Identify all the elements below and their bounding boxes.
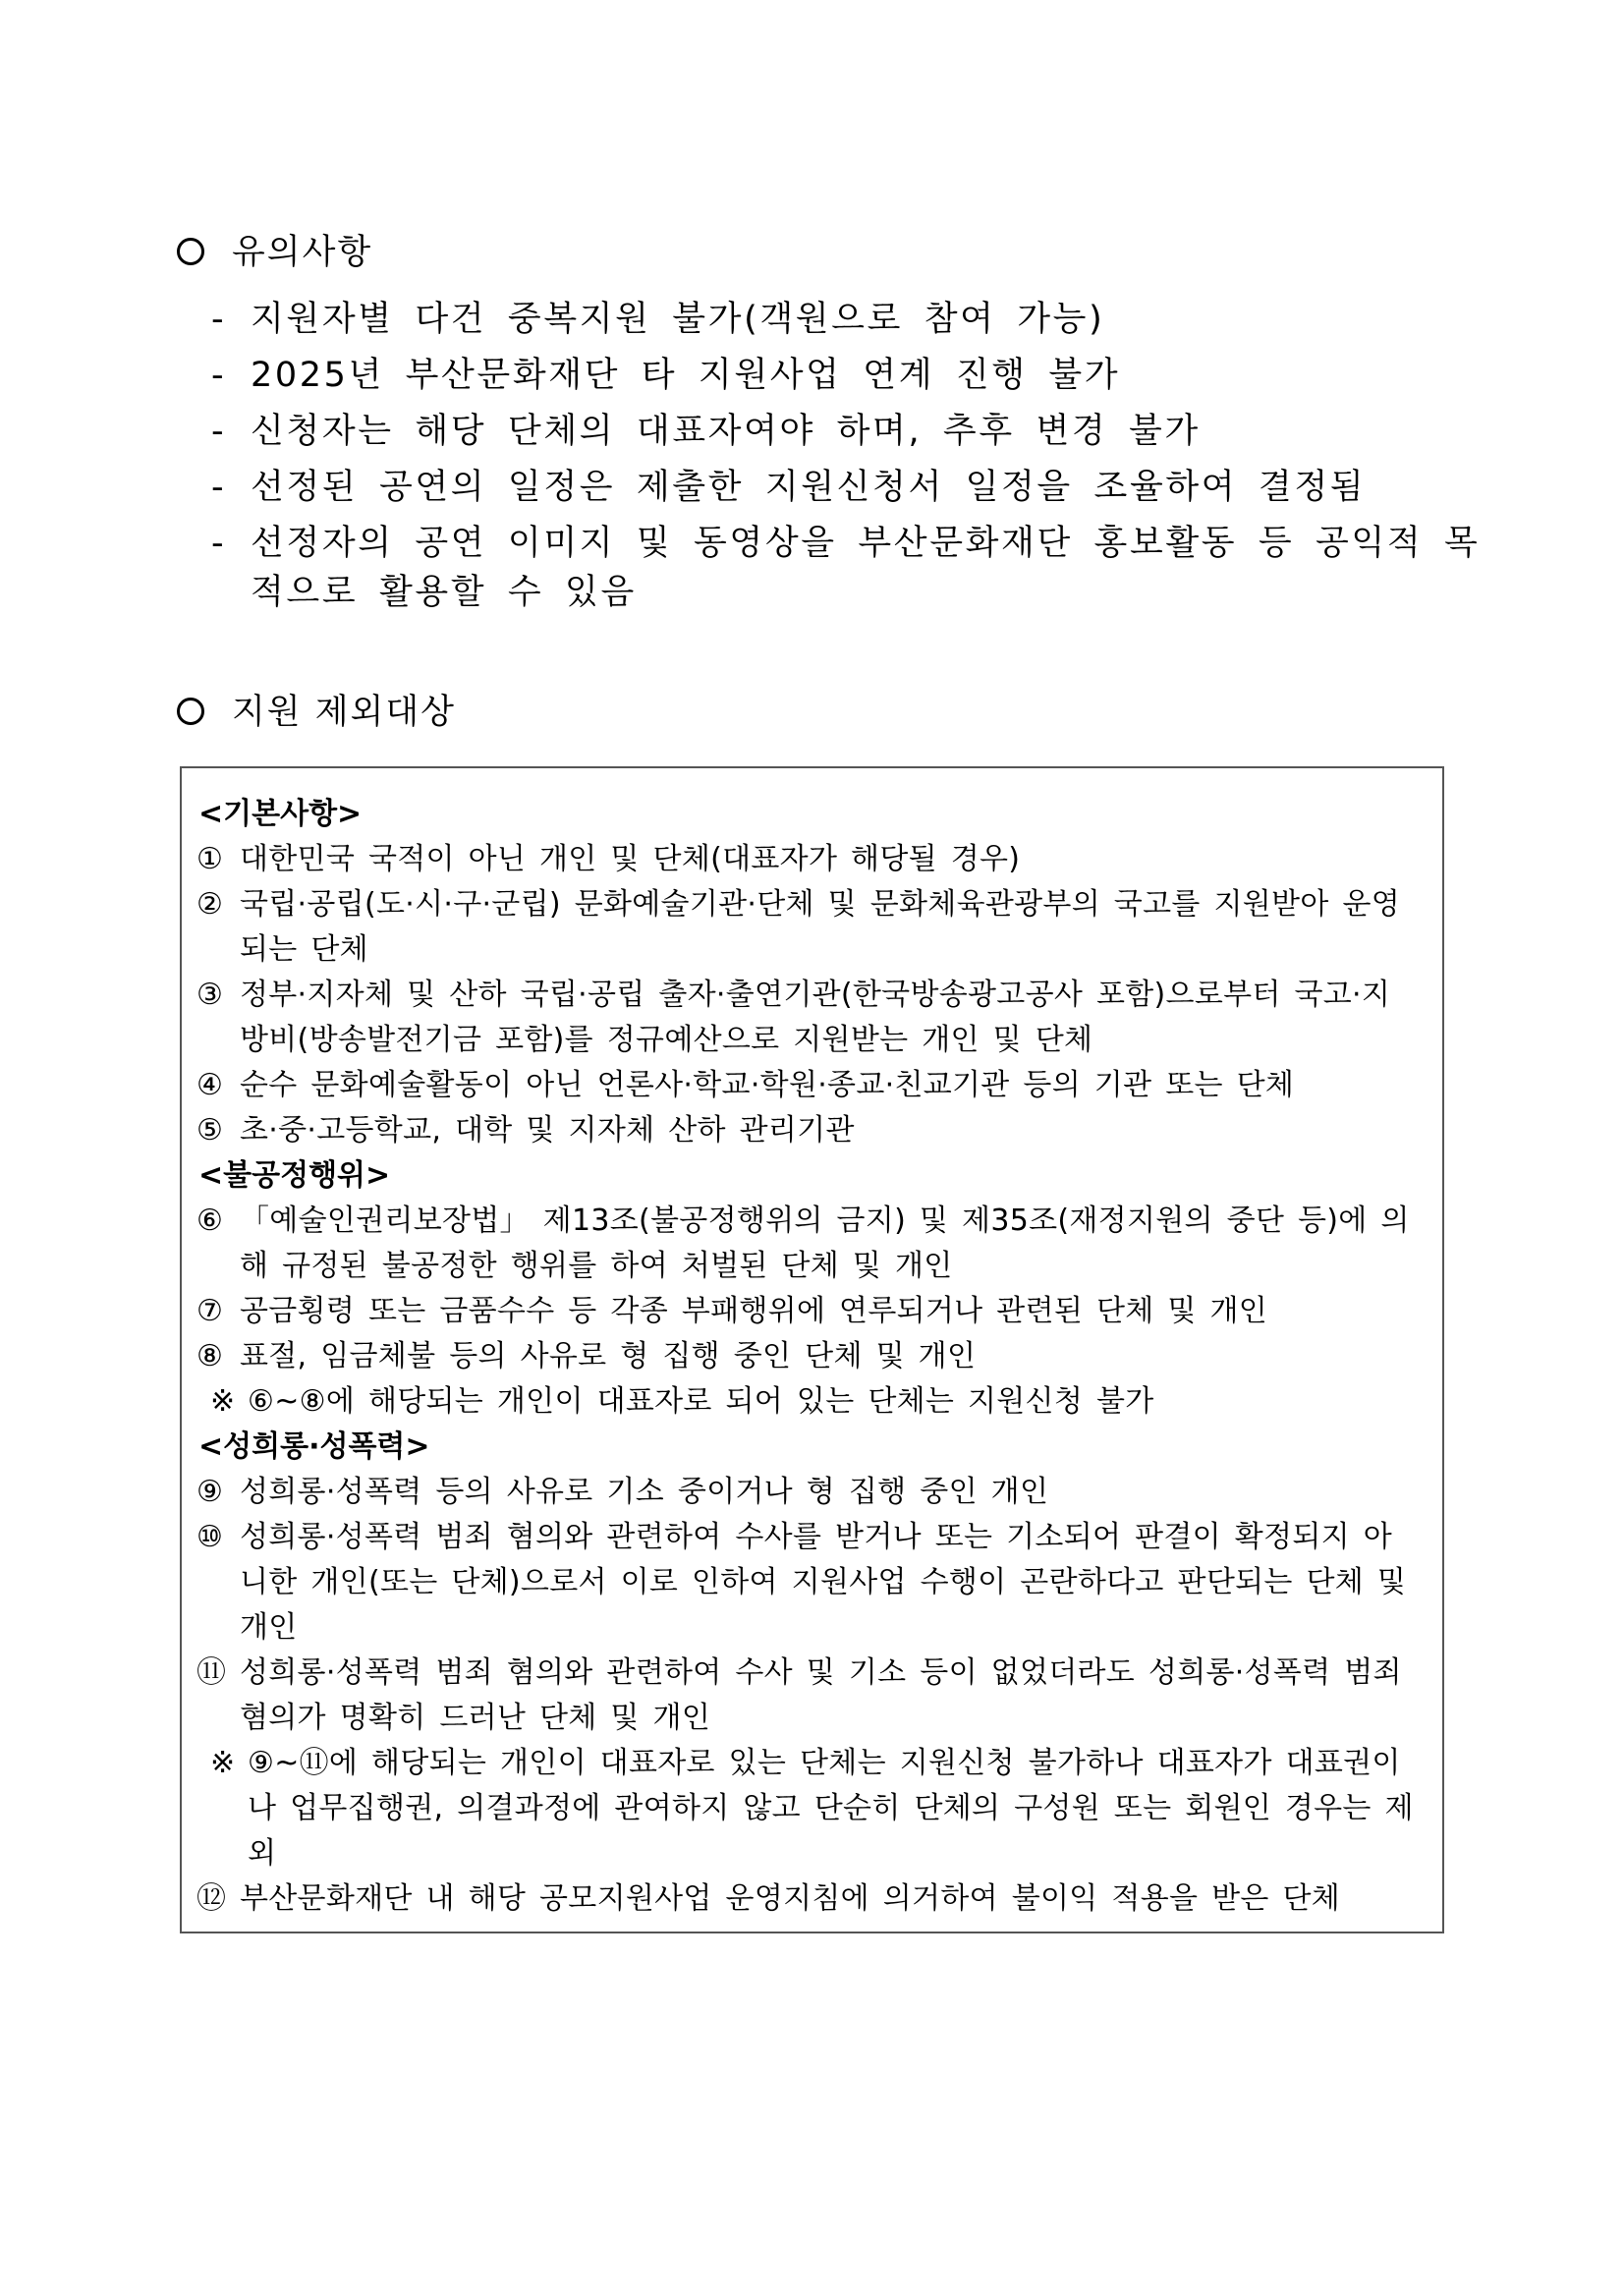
item-text: 정부·지자체 및 산하 국립·공립 출자·출연기관(한국방송광고공사 포함)으로부터 국고·지방비(방송발전기금 포함)를 정규예산으로 지원받는 개인 및 단체 — [240, 978, 1391, 1057]
item-number: ⑤ — [196, 1113, 224, 1148]
item-text: ⑥~⑧에 해당되는 개인이 대표자로 되어 있는 단체는 지원신청 불가 — [248, 1384, 1154, 1419]
item-text: 순수 문화예술활동이 아닌 언론사·학교·학원·종교·친교기관 등의 기관 또는 단체 — [240, 1068, 1295, 1102]
item-number: ① — [196, 842, 224, 876]
section-title: 지원 제외대상 — [232, 693, 456, 732]
item-text: 부산문화재단 내 해당 공모지원사업 운영지침에 의거하여 불이익 적용을 받은 단체 — [240, 1881, 1341, 1916]
exclusion-item — [196, 1063, 1419, 1108]
item-number: ② — [196, 887, 224, 922]
item-text: 성희롱·성폭력 범죄 혐의와 관련하여 수사 및 기소 등이 없었더라도 성희롱·성폭력 범죄 혐의가 명확히 드러난 단체 및 개인 — [240, 1655, 1402, 1735]
exclusion-item — [196, 882, 1419, 973]
item-number: ⑦ — [196, 1294, 224, 1328]
item-number: ③ — [196, 978, 224, 1012]
item-number: ※ — [210, 1384, 236, 1419]
item-text: 공금횡령 또는 금품수수 등 각종 부패행위에 연루되거나 관련된 단체 및 개인 — [240, 1294, 1268, 1328]
exclusion-item — [196, 1334, 1419, 1379]
category-label: <성희롱·성폭력> — [198, 1429, 430, 1464]
item-text: 국립·공립(도·시·구·군립) 문화예술기관·단체 및 문화체육관광부의 국고를 지원받아 운영되는 단체 — [240, 887, 1401, 967]
item-number: ⑨ — [196, 1475, 224, 1509]
remark-item — [196, 1379, 1419, 1425]
exclusion-item — [196, 1470, 1419, 1515]
dash-bullet: - — [211, 412, 227, 451]
exclusion-item — [196, 1199, 1419, 1289]
item-number: ⑩ — [196, 1520, 224, 1554]
item-text: ⑨~⑪에 해당되는 개인이 대표자로 있는 단체는 지원신청 불가하나 대표자가 대표권이나 업무집행권, 의결과정에 관여하지 않고 단순히 단체의 구성원 또는 회원인 경우는 제외 — [248, 1746, 1414, 1871]
exclusion-content — [196, 792, 1419, 1922]
item-text: 초·중·고등학교, 대학 및 지자체 산하 관리기관 — [240, 1113, 855, 1148]
item-text: 대한민국 국적이 아닌 개인 및 단체(대표자가 해당될 경우) — [240, 842, 1021, 876]
exclusion-item — [196, 1651, 1419, 1741]
remark-item — [196, 1741, 1419, 1876]
category-label: <기본사항> — [198, 797, 363, 831]
note-item: - 지원자별 다건 중복지원 불가(객원으로 참여 가능) — [211, 295, 1488, 344]
item-text: 표절, 임금체불 등의 사유로 형 집행 중인 단체 및 개인 — [240, 1339, 977, 1373]
note-item: - 선정된 공연의 일정은 제출한 지원신청서 일정을 조율하여 결정됨 — [211, 463, 1488, 512]
exclusion-item — [196, 973, 1419, 1063]
note-item: - 2025년 부산문화재단 타 지원사업 연계 진행 불가 — [211, 351, 1488, 400]
note-item: - 신청자는 해당 단체의 대표자여야 하며, 추후 변경 불가 — [211, 407, 1488, 456]
exclusion-item — [196, 1876, 1419, 1922]
note-item: - 선정자의 공연 이미지 및 동영상을 부산문화재단 홍보활동 등 공익적 목적으로 활용할 수 있음 — [211, 519, 1488, 617]
item-number: ⑪ — [196, 1655, 227, 1690]
dash-bullet: - — [211, 356, 227, 395]
item-number: ④ — [196, 1068, 224, 1102]
circle-bullet-icon — [177, 238, 204, 265]
item-number: ⑥ — [196, 1204, 224, 1238]
exclusion-item — [196, 1515, 1419, 1651]
dash-bullet: - — [211, 524, 227, 563]
section-title: 유의사항 — [232, 233, 373, 272]
notes-list — [211, 295, 1488, 624]
item-text: 성희롱·성폭력 등의 사유로 기소 중이거나 형 집행 중인 개인 — [240, 1475, 1049, 1509]
section-heading-notes — [177, 228, 372, 277]
item-text: 「예술인권리보장법」 제13조(불공정행위의 금지) 및 제35조(재정지원의 중단 등)에 의해 규정된 불공정한 행위를 하여 처벌된 단체 및 개인 — [240, 1204, 1410, 1283]
exclusion-item — [196, 1108, 1419, 1153]
section-heading-exclusions — [177, 688, 456, 737]
item-number: ※ — [210, 1746, 236, 1780]
item-text: 성희롱·성폭력 범죄 혐의와 관련하여 수사를 받거나 또는 기소되어 판결이 확정되지 아니한 개인(또는 단체)으로서 이로 인하여 지원사업 수행이 곤란하다고 판단되는 단체 및 개인 — [240, 1520, 1407, 1645]
item-number: ⑧ — [196, 1339, 224, 1373]
item-number: ⑫ — [196, 1881, 227, 1916]
circle-bullet-icon — [177, 698, 204, 725]
exclusion-box — [180, 766, 1444, 1933]
exclusion-item — [196, 837, 1419, 882]
category-label: <불공정행위> — [198, 1158, 391, 1193]
exclusion-item — [196, 1289, 1419, 1334]
dash-bullet: - — [211, 468, 227, 507]
dash-bullet: - — [211, 300, 227, 339]
